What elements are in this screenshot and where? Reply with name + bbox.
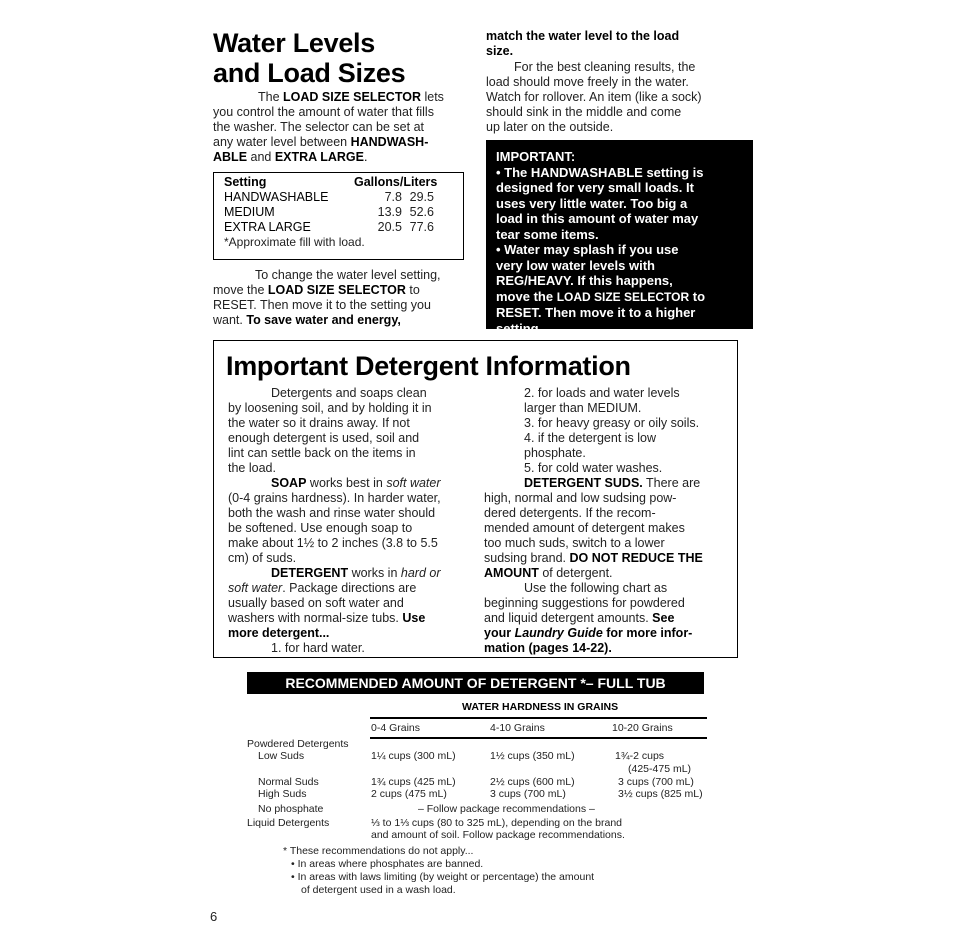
low-suds-0-4: 1¼ cups (300 mL) [371, 750, 456, 762]
label-normal-suds: Normal Suds [258, 776, 319, 788]
col-header-4-10: 4-10 Grains [490, 722, 545, 734]
label-powdered: Powdered Detergents [247, 738, 349, 750]
low-suds-4-10: 1½ cups (350 mL) [490, 750, 575, 762]
water-level-table [213, 172, 464, 260]
page-number: 6 [210, 909, 218, 924]
table-row [224, 220, 453, 235]
col-header-10-20: 10-20 Grains [612, 722, 673, 734]
label-high-suds: High Suds [258, 788, 307, 800]
normal-suds-10-20: 3 cups (700 mL) [618, 776, 694, 788]
header-rule-top [370, 717, 707, 719]
high-suds-0-4: 2 cups (475 mL) [371, 788, 447, 800]
header-rule-bottom [370, 737, 707, 739]
table-rows [224, 190, 453, 235]
chart-footnotes: * These recommendations do not apply... • In areas where phosphates are banned. • In areas with laws limiting (by weight or percentage) the amount of detergent used in a wash load. [283, 845, 595, 896]
high-suds-4-10: 3 cups (700 mL) [490, 788, 566, 800]
normal-suds-0-4: 1¾ cups (425 mL) [371, 776, 456, 788]
gallons-value: 13.9 [377, 205, 402, 219]
low-suds-10-20: 1¾-2 cups [615, 750, 665, 762]
detergent-info-box [213, 340, 738, 658]
label-liquid: Liquid Detergents [247, 817, 330, 829]
low-suds-10-20-ml: (425-475 mL) [628, 763, 692, 775]
gallons-value: 7.8 [384, 190, 402, 204]
label-low-suds: Low Suds [258, 750, 305, 762]
liters-value: 77.6 [409, 220, 434, 234]
load-size-paragraph: match the water level to the load size. For the best cleaning results, the load should move freely in the water. Watch for rollover. An item (like a sock) should sink in the middle and come up later on the outside. [486, 29, 702, 134]
table-row [224, 205, 453, 220]
table-row [224, 190, 453, 205]
intro-paragraph: The LOAD SIZE SELECTOR lets you control the amount of water that fills the washer. The selector can be set at any water level between HANDWASH- ABLE and EXTRA LARGE. [213, 90, 444, 164]
high-suds-10-20: 3½ cups (825 mL) [618, 788, 703, 800]
chart-banner: RECOMMENDED AMOUNT OF DETERGENT *– FULL TUB [247, 672, 704, 694]
detergent-left-column: Detergents and soaps clean by loosening soil, and by holding it in the water so it drains away. If not enough detergent is used, soil and lint can settle back on the items in the load. SOAP works best in soft water (0-4 grains hardness). In harder water, both the wash and rinse water should be softened. Use enough soap to make about 1½ to 2 inches (3.8 to 5.5 cm) of suds. DETERGENT works in hard or soft water. Package directions are usually based on soft water and washers with normal-size tubs. Use more detergent... 1. for hard water. [228, 386, 441, 655]
liters-value: 52.6 [409, 205, 434, 219]
no-phosphate-value: – Follow package recommendations – [418, 803, 595, 815]
important-notice: IMPORTANT: • The HANDWASHABLE setting is designed for very small loads. It uses very little water. Too big a load in this amount of water may tear some items. • Water may splash if you use very low water levels with REG/HEAVY. If this happens, move the LOAD SIZE SELECTOR to RESET. Then move it to a higher setting. [486, 140, 753, 329]
water-levels-section [213, 28, 473, 165]
change-setting-paragraph: To change the water level setting, move the LOAD SIZE SELECTOR to RESET. Then move it to the setting you want. To save water and energy, [213, 268, 441, 327]
label-no-phosphate: No phosphate [258, 803, 324, 815]
setting-name: MEDIUM [224, 205, 275, 219]
table-note: *Approximate fill with load. [224, 235, 365, 249]
table-header: Setting Gallons/Liters [224, 175, 438, 189]
gallons-value: 20.5 [377, 220, 402, 234]
normal-suds-4-10: 2½ cups (600 mL) [490, 776, 575, 788]
col-header-0-4: 0-4 Grains [371, 722, 421, 734]
water-hardness-label: WATER HARDNESS IN GRAINS [462, 701, 619, 713]
setting-name: HANDWASHABLE [224, 190, 329, 204]
liters-value: 29.5 [409, 190, 434, 204]
detergent-right-column: 2. for loads and water levels larger than MEDIUM. 3. for heavy greasy or oily soils. 4. if the detergent is low phosphate. 5. for cold water washes. DETERGENT SUDS. There are high, normal and low sudsing pow- dered detergents. If the recom- mended amount of detergent makes too much suds, switch to a lower sudsing brand. DO NOT REDUCE THE AMOUNT of detergent. Use the following chart as beginning suggestions for powdered and liquid detergent amounts. See your Laundry Guide for more infor- mation (pages 14-22). [484, 386, 703, 655]
liquid-value-line1: ⅓ to 1⅓ cups (80 to 325 mL), depending on the brand [371, 817, 623, 829]
setting-name: EXTRA LARGE [224, 220, 311, 234]
detergent-title: Important Detergent Information [226, 351, 631, 381]
section-title: Water Levels and Load Sizes [213, 28, 406, 88]
liquid-value-line2: and amount of soil. Follow package recommendations. [371, 829, 625, 841]
